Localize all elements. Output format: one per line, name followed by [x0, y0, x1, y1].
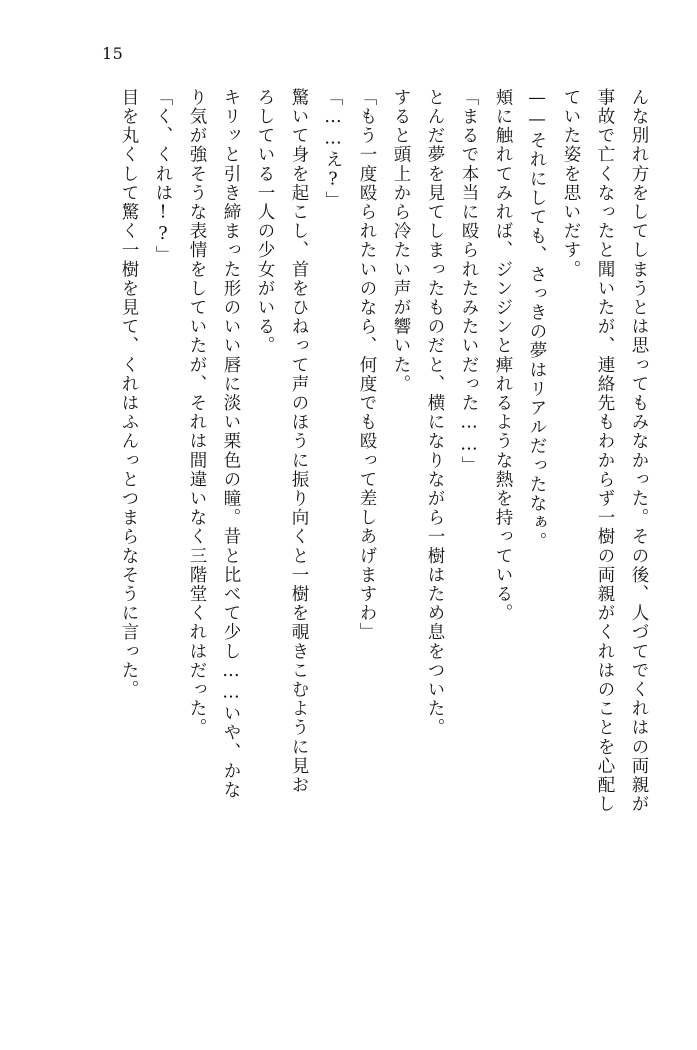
text-line: 驚いて身を起こし、首をひねって声のほうに振り向くと一樹を覗きこむように見お — [289, 88, 309, 795]
text-line: 「……え?」 — [323, 88, 343, 211]
text-line: ろしている一人の少女がいる。 — [255, 88, 275, 356]
text-line: 「く、くれは!?」 — [153, 88, 173, 265]
text-line: ——それにしても、さっきの夢はリアルだったなぁ。 — [527, 88, 547, 552]
text-line: 頬に触れてみれば、ジンジンと痺れるような熱を持っている。 — [493, 88, 513, 623]
text-line: んな別れ方をしてしまうとは思ってもみなかった。その後、人づてでくれはの両親が — [629, 88, 649, 814]
text-line: 事故で亡くなったと聞いたが、連絡先もわからず一樹の両親がくれはのことを心配し — [595, 88, 615, 814]
text-line: キリッと引き締まった形のいい唇に淡い栗色の瞳。昔と比べて少し……いや、かな — [221, 88, 241, 800]
text-line: り気が強そうな表情をしていたが、それは間違いなく三階堂くれはだった。 — [187, 88, 207, 738]
page-number: 15 — [102, 44, 124, 63]
text-line: 「まるで本当に殴られたみたいだった……」 — [459, 88, 479, 475]
text-line: すると頭上から冷たい声が響いた。 — [391, 88, 411, 394]
text-line: とんだ夢を見てしまったものだと、横になりながら一樹はため息をついた。 — [425, 88, 445, 738]
text-line: 「もう一度殴られたいのなら、何度でも殴って差しあげますわ」 — [357, 88, 377, 642]
text-line: ていた姿を思いだす。 — [561, 88, 581, 279]
text-line: 目を丸くして驚く一樹を見て、くれはふんっとつまらなそうに言った。 — [119, 88, 139, 700]
body-text — [56, 88, 647, 988]
